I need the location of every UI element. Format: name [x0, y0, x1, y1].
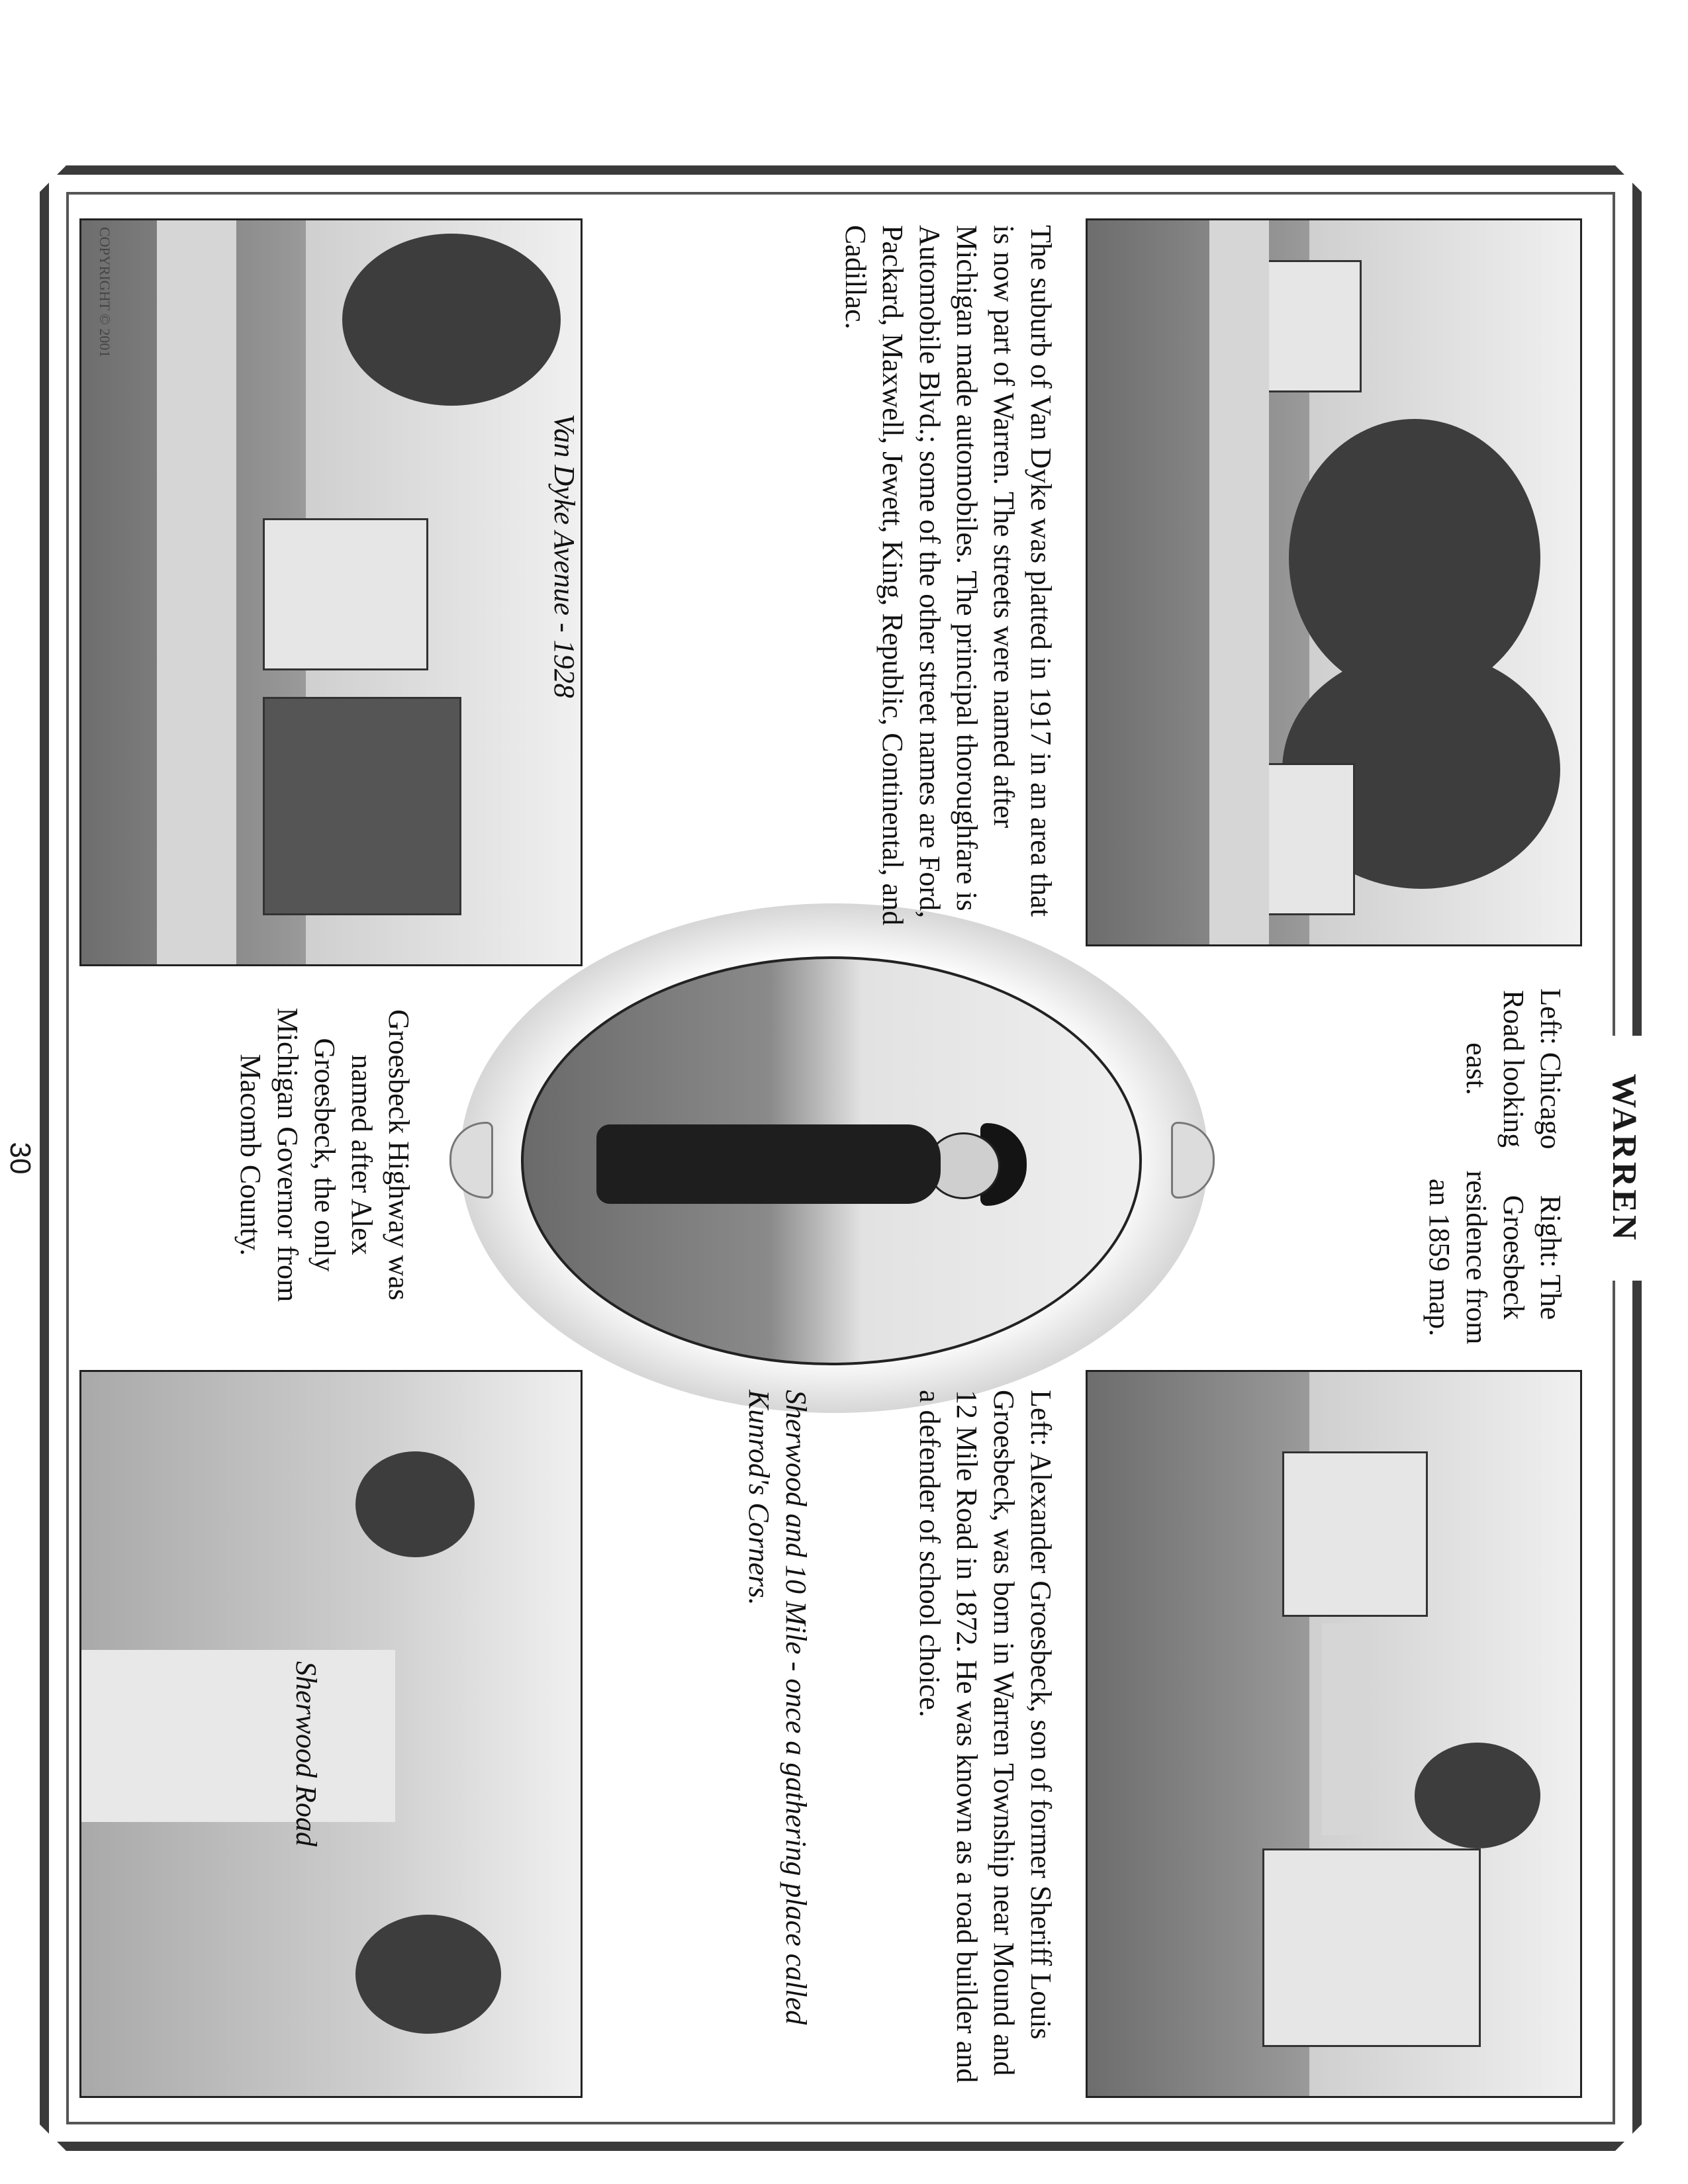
van-dyke-photo-caption: Van Dyke Avenue - 1928: [548, 414, 581, 698]
groesbeck-residence-photo: [1086, 1370, 1582, 2098]
page-number: 30: [4, 1142, 36, 1175]
page-title: WARREN: [1603, 1036, 1644, 1281]
copyright-text: COPYRIGHT © 2001: [97, 227, 113, 358]
van-dyke-paragraph: The suburb of Van Dyke was platted in 1917 in an area that is now part of Warren. The streets were named after Michigan made automobiles. The principal thoroughfare is Automobile Blvd.; some of the other street names are Ford, Packard, Maxwell, Jewett, King, Republic, Continental, and Cadillac.: [839, 225, 1057, 926]
alexander-groesbeck-portrait: [521, 956, 1142, 1365]
alexander-groesbeck-paragraph: Left: Alexander Groesbeck, son of former Sheriff Louis Groesbeck, was born in Warren Township near Mound and 12 Mile Road in 1872. He was known as a road builder and a defender of school choice.: [914, 1390, 1057, 2083]
groesbeck-residence-caption: Right: The Groesbeck residence from an 1859 map.: [1423, 1170, 1567, 1345]
rotated-page: [4, 165, 1643, 2151]
sherwood-ten-mile-caption: Sherwood and 10 Mile - once a gathering place called Kunrod's Corners.: [743, 1390, 812, 2025]
sherwood-road-photo-caption: Sherwood Road: [290, 1661, 322, 1846]
groesbeck-highway-caption: Groesbeck Highway was named after Alex Groesbeck, the only Michigan Governor from Macomb County.: [234, 1007, 415, 1302]
sherwood-road-photo: [79, 1370, 583, 2098]
chicago-road-caption: Left: Chicago Road looking east.: [1460, 988, 1567, 1150]
portrait-medallion: [460, 903, 1208, 1413]
van-dyke-avenue-photo: [79, 218, 583, 966]
chicago-road-photo: [1086, 218, 1582, 946]
